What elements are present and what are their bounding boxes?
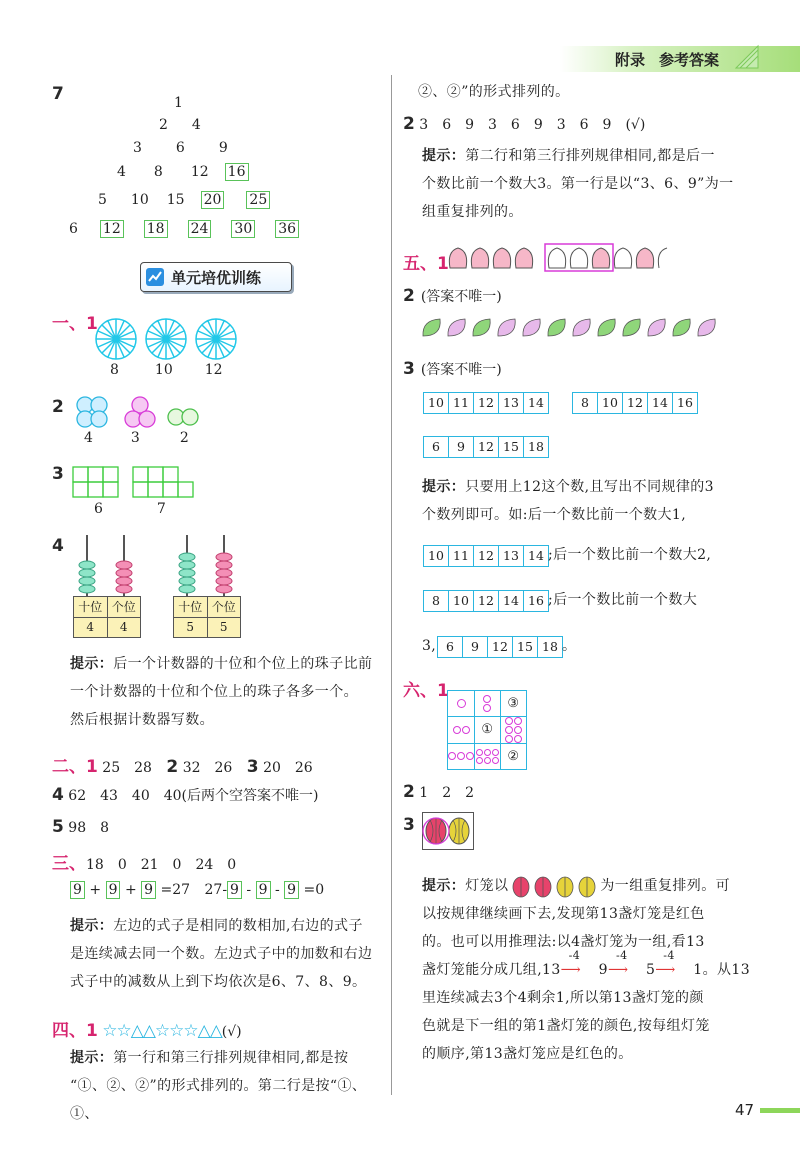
r-hint-2-line4: ;后一个数比前一个数大 bbox=[548, 592, 698, 608]
r-hint-3: 提示： 灯笼以 为一组重复排列。可 以按规律继续画下去,发现第13盏灯笼是红色 的。也可以用推理法:以4盏灯笼为一组,看13 bbox=[422, 872, 742, 956]
seq-a-inline: 10 11 12 13 14 bbox=[423, 545, 549, 567]
seq-c: 6 9 12 15 18 bbox=[423, 436, 549, 458]
s1-hint: 提示：后一个计数器的十位和个位上的珠子比前 一个计数器的十位和个位上的珠子各多一个。 然后根据计数器写数。 bbox=[70, 656, 373, 728]
unit-title-banner bbox=[140, 262, 292, 292]
s3-hint: 提示：左边的式子是相同的数相加,右边的式子 是连续减去同一个数。左边式子中的加数和右边 式子中的减数从上到下均依次是6、7、8、9。 bbox=[70, 918, 373, 990]
r-q2: 2 3 6 9 3 6 9 3 6 9 (√) bbox=[403, 114, 646, 134]
seq-a: 10 11 12 13 14 bbox=[423, 392, 549, 414]
r-hint-3-rest: 里连续减去3个4剩余1,所以第13盏灯笼的颜 色就是下一组的第1盏灯笼的颜色,按每组灯笼 的顺序,第13盏灯笼应是红色的。 bbox=[422, 990, 710, 1062]
triangle-row-6: 6 12 18 24 30 36 bbox=[69, 220, 299, 238]
header-section: 附录 bbox=[615, 51, 646, 69]
s1-marker: 一、1 bbox=[52, 314, 98, 334]
square-groups-image bbox=[72, 466, 202, 502]
s6-q3-label: 3 bbox=[403, 815, 415, 835]
s3-line-1: 三、18 0 21 0 24 0 bbox=[52, 854, 237, 874]
triangle-row-2: 2 4 bbox=[159, 117, 201, 133]
page-number: 47 bbox=[735, 1101, 755, 1119]
q7-label: 7 bbox=[52, 84, 64, 104]
leaf-sequence-image bbox=[420, 316, 720, 342]
footer-bar bbox=[760, 1108, 800, 1113]
s2-line-3: 5 98 8 bbox=[52, 817, 110, 837]
abacus-base-1: 十位 个位 4 4 bbox=[73, 596, 141, 638]
lantern-group-icon bbox=[510, 874, 598, 898]
abacus-base-2: 十位 个位 5 5 bbox=[173, 596, 241, 638]
q1-answers: 8 10 12 bbox=[110, 362, 223, 378]
r-hint-1: 提示：第二行和第三行排列规律相同,都是后一 个数比前一个数大3。第一行是以“3、6、9”为一 组重复排列的。 bbox=[422, 148, 734, 220]
s6-marker: 六、1 bbox=[403, 681, 449, 701]
abacus-image bbox=[72, 533, 252, 597]
triangle-row-3: 3 6 9 bbox=[133, 140, 228, 156]
s5-marker: 五、1 bbox=[403, 254, 449, 274]
unit-title: 单元培优训练 bbox=[171, 269, 262, 287]
chart-trend-icon bbox=[145, 267, 165, 287]
q3-answers: 6 7 bbox=[94, 501, 166, 517]
circle-groups-image bbox=[72, 395, 202, 431]
header-title: 参考答案 bbox=[659, 51, 720, 69]
triangle-row-4: 4 8 12 16 bbox=[117, 163, 249, 181]
s1-q2-label: 2 bbox=[52, 397, 64, 417]
dot-grid: ③ ① ② bbox=[447, 690, 527, 770]
r-continued-text: ②、②”的形式排列的。 bbox=[418, 84, 570, 100]
column-divider bbox=[391, 75, 392, 1095]
seq-b: 8 10 12 14 16 bbox=[572, 392, 698, 414]
divided-circles-image bbox=[93, 316, 243, 362]
s6-q2: 2 1 2 2 bbox=[403, 782, 475, 802]
peach-sequence-image bbox=[445, 243, 673, 273]
s5-q2: 2 (答案不唯一) bbox=[403, 286, 502, 306]
lantern-pair-icon bbox=[422, 812, 474, 850]
triangle-row-5: 5 10 15 20 25 bbox=[98, 191, 270, 209]
r-hint-2-line5-start: 3, bbox=[422, 638, 437, 654]
leaf-logo-icon bbox=[732, 42, 762, 72]
r-hint-2-line5-end: 。 bbox=[562, 638, 577, 654]
s3-equations: 9 + 9 + 9 =27 27- 9 - 9 - 9 =0 bbox=[70, 881, 324, 899]
r-hint-3-chain: 盏灯笼能分成几组,13 -4 ⟶ 9 -4 ⟶ 5 -4 ⟶ 1。从13 bbox=[422, 949, 751, 978]
r-hint-2: 提示：只要用上12这个数,且写出不同规律的3 个数列即可。如:后一个数比前一个数大1, bbox=[422, 479, 714, 523]
seq-c-inline: 6 9 12 15 18 bbox=[437, 636, 563, 658]
s4-line-1: 四、1 ☆☆△△☆☆☆△△(√) bbox=[52, 1021, 242, 1041]
r-hint-2-line3: ;后一个数比前一个数大2, bbox=[548, 547, 712, 563]
seq-b-inline: 8 10 12 14 16 bbox=[423, 590, 549, 612]
s4-hint: 提示：第一行和第三行排列规律相同,都是按 “①、②、②”的形式排列的。第二行是按“①、①、 bbox=[70, 1050, 367, 1122]
s5-q3: 3 (答案不唯一) bbox=[403, 359, 502, 379]
triangle-row-1: 1 bbox=[174, 95, 183, 111]
s1-q4-label: 4 bbox=[52, 536, 64, 556]
s2-line-1: 二、1 25 28 2 32 26 3 20 26 bbox=[52, 757, 313, 777]
s2-line-2: 4 62 43 40 40(后两个空答案不唯一) bbox=[52, 785, 319, 805]
q2-answers: 4 3 2 bbox=[84, 430, 189, 446]
s1-q3-label: 3 bbox=[52, 464, 64, 484]
